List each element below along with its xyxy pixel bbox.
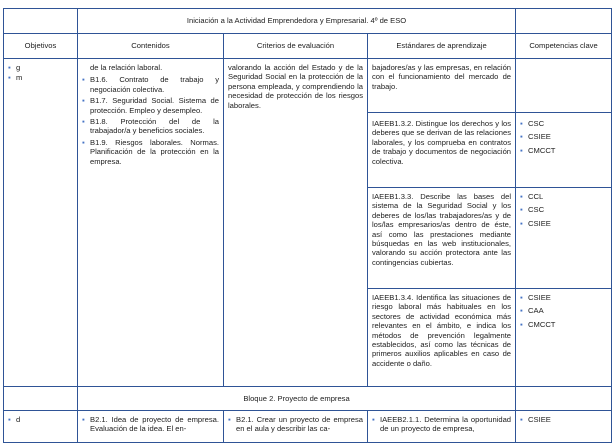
block2-contents-cell [78, 411, 224, 443]
objective-item: ▪ d [8, 415, 21, 424]
col-header-estandares: Estándares de aprendizaje [368, 34, 516, 59]
bullet-icon: ▪ [520, 319, 523, 329]
competences-cell-1 [516, 59, 612, 113]
block2-title: Bloque 2. Proyecto de empresa [78, 387, 516, 411]
content-item: ▪ B1.9. Riesgos laborales. Normas. Planificación de la protección en la empresa. [82, 137, 219, 166]
block2-criteria-cell [224, 411, 368, 443]
bullet-icon: ▪ [82, 96, 85, 106]
competence-item: ▪ CSC [520, 119, 545, 128]
bullet-icon: ▪ [82, 137, 85, 147]
block2-standard-cell [368, 411, 516, 443]
competences-cell-4 [516, 289, 612, 387]
competences-cell-3 [516, 188, 612, 289]
bullet-icon: ▪ [82, 75, 85, 85]
bullet-icon: ▪ [520, 415, 523, 424]
competence-item: ▪ CSC [520, 205, 545, 215]
standard-cell-3: IAEEB1.3.3. Describe las bases del sistema de la Seguridad Social y los deberes de los/las trabajadores/as y de los/las empresarios/as dentro de éste, así como las prestaciones mediante búsquedas en las web institucionales, valorando su acción protectora ante las contingencias cubiertas. [368, 188, 516, 289]
content-item: ▪ B1.7. Seguridad Social. Sistema de protección. Empleo y desempleo. [82, 96, 219, 115]
bullet-icon: ▪ [228, 415, 231, 424]
block2-competences-cell [516, 411, 612, 443]
top-right-blank-cell [516, 9, 612, 34]
objective-item: ▪ g [8, 63, 21, 72]
competence-item: ▪ CSIEE [520, 293, 551, 302]
content-item: ▪ B2.1. Idea de proyecto de empresa. Evaluación de la idea. El en- [82, 415, 219, 434]
standard-cell-4: IAEEB1.3.4. Identifica las situaciones de riesgo laboral más habituales en los sectores de actividad económica más relevantes en el ámbito, e indica los métodos de prevención legalmente establecidos, así como las técnicas de primeros auxilios aplicables en caso de accidente o daño. [368, 289, 516, 387]
contents-lead: de la relación laboral. [90, 63, 163, 72]
bullet-icon: ▪ [520, 119, 523, 128]
top-left-blank-cell [4, 9, 78, 34]
standard-cell-2: IAEEB1.3.2. Distingue los derechos y los deberes que se derivan de las relaciones laborales, y los comprueba en contratos de trabajo y documentos de negociación colectiva. [368, 113, 516, 188]
col-header-competencias: Competencias clave [516, 34, 612, 59]
bullet-icon: ▪ [520, 145, 523, 155]
block2-left-blank-cell [4, 387, 78, 411]
standard-item: ▪ IAEEB2.1.1. Determina la oportunidad de un proyecto de empresa, [372, 415, 512, 434]
competence-item: ▪ CSIEE [520, 415, 551, 424]
block2-right-blank-cell [516, 387, 612, 411]
curriculum-table [3, 8, 612, 443]
bullet-icon: ▪ [372, 415, 375, 424]
bullet-icon: ▪ [520, 192, 523, 201]
objectives-cell [4, 59, 78, 387]
competence-item: ▪ CCL [520, 192, 544, 201]
standard-cell-1: bajadores/as y las empresas, en relación con el funcionamiento del mercado de trabajo. [368, 59, 516, 113]
block2-objectives-cell [4, 411, 78, 443]
criteria-cell: valorando la acción del Estado y de la Seguridad Social en la protección de la persona empleada, y comprendiendo la necesidad de protección de los riesgos laborales. [224, 59, 368, 387]
col-header-contenidos: Contenidos [78, 34, 224, 59]
competence-item: ▪ CMCCT [520, 145, 556, 155]
bullet-icon: ▪ [520, 293, 523, 302]
content-item: ▪ B1.8. Protección del de la trabajador/a y beneficios sociales. [82, 117, 219, 136]
content-item: ▪ B1.6. Contrato de trabajo y negociación colectiva. [82, 75, 219, 94]
criteria-item: ▪ B2.1. Crear un proyecto de empresa en el aula y describir las ca- [228, 415, 363, 434]
competence-item: ▪ CSIEE [520, 218, 551, 228]
subject-title: Iniciación a la Actividad Emprendedora y Empresarial. 4º de ESO [78, 9, 516, 34]
bullet-icon: ▪ [8, 73, 11, 83]
competence-item: ▪ CMCCT [520, 319, 556, 329]
objective-item: ▪ m [8, 73, 23, 83]
bullet-icon: ▪ [520, 205, 523, 215]
competences-cell-2 [516, 113, 612, 188]
competence-item: ▪ CAA [520, 306, 544, 316]
bullet-icon: ▪ [8, 63, 11, 72]
bullet-icon: ▪ [520, 306, 523, 316]
bullet-icon: ▪ [82, 415, 85, 424]
col-header-criterios: Criterios de evaluación [224, 34, 368, 59]
competence-item: ▪ CSIEE [520, 132, 551, 142]
bullet-icon: ▪ [520, 218, 523, 228]
bullet-icon: ▪ [82, 117, 85, 127]
col-header-objetivos: Objetivos [4, 34, 78, 59]
bullet-icon: ▪ [520, 132, 523, 142]
bullet-icon: ▪ [8, 415, 11, 424]
contents-cell [78, 59, 224, 387]
